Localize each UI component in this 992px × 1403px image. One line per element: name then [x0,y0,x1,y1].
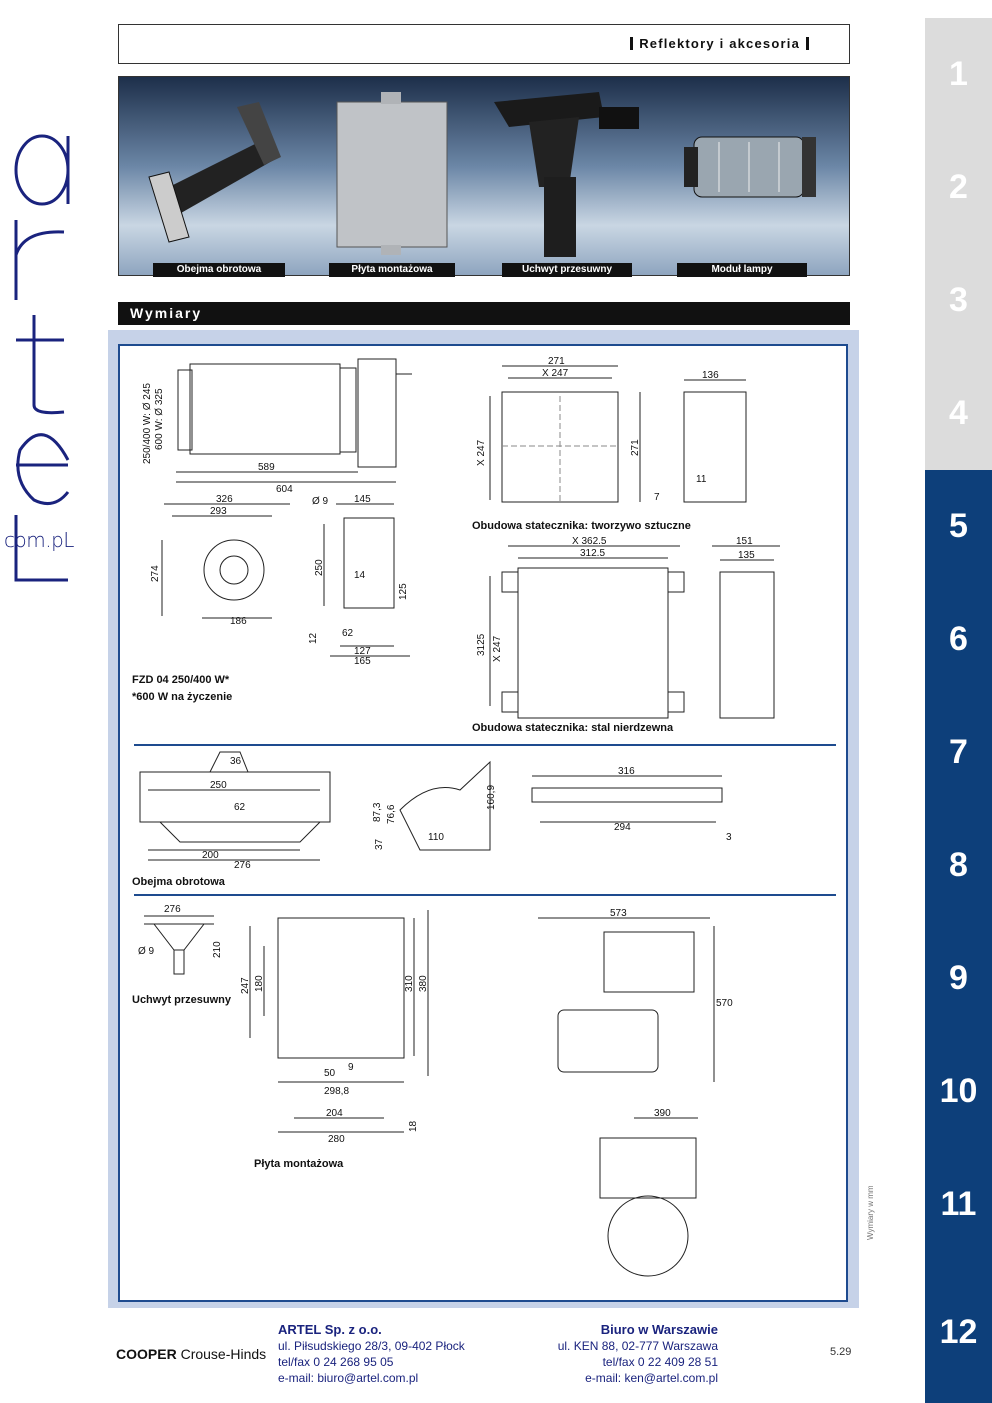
dim-14: 14 [354,570,366,581]
dim-m-573: 573 [610,908,627,919]
chapter-tab-10[interactable]: 10 [925,1035,992,1148]
dim-s1-151: 151 [736,536,753,547]
chapter-tab-2[interactable]: 2 [925,131,992,244]
dim-u-o9: Ø 9 [138,946,155,957]
footer-email2[interactable]: e-mail: ken@artel.com.pl [585,1371,718,1385]
dim-m-390: 390 [654,1108,671,1119]
chapter-tab-12[interactable]: 12 [925,1261,992,1403]
lamp-top-drawing [310,496,420,666]
dim-o-110: 110 [428,832,444,843]
chapter-tab-5[interactable]: 5 [925,470,992,583]
dim-o-37: 37 [374,838,385,850]
caption-obudowa-steel: Obudowa statecznika: stal nierdzewna [472,722,674,734]
dim-p1-271: 271 [548,356,565,367]
page-number: 5.29 [830,1346,852,1358]
modul-drawing [530,906,733,1296]
caption-fzd-note: *600 W na życzenie [132,691,233,703]
footer-addr1: ul. Piłsudskiego 28/3, 09-402 Płock [278,1339,465,1353]
cooper-crouse-hinds-logo [116,1346,266,1362]
dim-p1-v271: 271 [630,439,641,456]
dim-165: 165 [354,656,371,667]
dim-145: 145 [354,494,371,505]
dim-s1-135: 135 [738,550,755,561]
dim-o-3: 3 [726,832,732,843]
caption-obejma: Obejma obrotowa [132,876,225,888]
section-bar [118,302,850,325]
lamp-front-drawing [132,496,302,626]
dim-62: 62 [342,628,354,639]
dim-604: 604 [276,484,293,495]
dim-pl-18: 18 [408,1120,419,1132]
dim-s1-312: 312.5 [580,548,606,559]
dim-o-294: 294 [614,822,631,833]
units-note: Wymiary w mm [866,1185,875,1240]
plyta-drawing [240,906,454,1156]
chapter-tab-11[interactable]: 11 [925,1148,992,1261]
brand-domain: com.pL [4,528,74,552]
footer-tel2: tel/fax 0 22 409 28 51 [602,1355,718,1369]
dim-o9: Ø 9 [312,496,329,507]
uchwyt-drawing [130,902,230,972]
logo-bold: COOPER [116,1346,177,1362]
dim-pl-280: 280 [328,1134,345,1145]
caption-uchwyt: Uchwyt przesuwny [132,994,232,1006]
dim-p1-vx247: X 247 [476,439,487,466]
dim-125: 125 [398,583,409,600]
dim-s1-3125: 3125 [476,633,487,656]
dim-250-top: 250 [314,559,325,576]
caption-obudowa-plastic: Obudowa statecznika: tworzywo sztuczne [472,520,691,532]
chapter-tab-1[interactable]: 1 [925,18,992,131]
footer-company: ARTEL Sp. z o.o. [278,1322,382,1337]
dim-274: 274 [150,565,161,582]
footer-hq [278,1322,465,1386]
chapter-tab-6[interactable]: 6 [925,583,992,696]
dim-245: 250/400 W: Ø 245 [142,383,153,464]
dim-pl-310: 310 [404,975,415,992]
ballast-steel-drawing [472,536,792,726]
dim-12: 12 [308,632,319,644]
footer-warsaw [546,1322,718,1386]
dim-o-200: 200 [202,850,219,861]
hero-label-uchwyt: Uchwyt przesuwny [502,263,632,277]
header-title: Reflektory i akcesoria [624,36,815,51]
footer-addr2: ul. KEN 88, 02-777 Warszawa [557,1339,718,1353]
chapter-tab-9[interactable]: 9 [925,922,992,1035]
dim-pl-2988: 298,8 [324,1086,350,1097]
modul-lampy-photo [684,137,816,197]
section-title: Wymiary [130,305,203,321]
hero-label-obejma: Obejma obrotowa [153,263,285,277]
caption-fzd: FZD 04 250/400 W* [132,674,230,686]
divider-2 [134,894,836,896]
dim-p1-11: 11 [696,474,707,485]
caption-plyta: Płyta montażowa [254,1158,344,1170]
obejma-photo [149,102,281,242]
dim-293: 293 [210,506,227,517]
divider-1 [134,744,836,746]
dim-589: 589 [258,462,275,473]
dim-o-276: 276 [234,860,251,871]
chapter-tabs [925,0,992,1403]
product-photo-strip [118,76,850,276]
dim-186: 186 [230,616,247,627]
dim-o-250: 250 [210,780,227,791]
dim-o-1609: 160,9 [486,784,497,810]
dim-pl-9: 9 [348,1062,354,1073]
dim-o-316: 316 [618,766,635,777]
footer-office: Biuro w Warszawie [600,1322,718,1337]
dim-326: 326 [216,494,233,505]
plyta-photo [337,92,447,255]
chapter-tab-4[interactable]: 4 [925,357,992,470]
dim-pl-204: 204 [326,1108,343,1119]
dim-pl-247: 247 [240,977,251,994]
chapter-tab-3[interactable]: 3 [925,244,992,357]
logo-rest: Crouse-Hinds [176,1346,267,1362]
dim-u-276: 276 [164,904,181,915]
dim-pl-50: 50 [324,1068,336,1079]
uchwyt-photo [494,92,639,257]
ballast-plastic-drawing [472,356,762,526]
dim-o-766: 76,6 [386,804,397,824]
product-photos [119,77,851,277]
dim-m-570: 570 [716,998,733,1009]
artel-logo [4,60,74,530]
dim-127: 127 [354,646,371,657]
dim-p1-7: 7 [654,492,660,503]
dim-s1-x247: X 247 [492,635,503,662]
dim-s1-x362: X 362.5 [572,536,607,547]
dim-pl-180: 180 [254,975,265,992]
hero-label-plyta: Płyta montażowa [329,263,455,277]
obejma-drawings [130,750,730,872]
dimensions-panel [118,344,848,1302]
page-header [118,24,850,64]
dim-o-36: 36 [230,756,242,767]
dim-325: 600 W: Ø 325 [154,388,165,450]
footer-tel1: tel/fax 0 24 268 95 05 [278,1355,394,1369]
hero-label-modul: Moduł lampy [677,263,807,277]
dim-o-873: 87,3 [372,802,383,822]
dim-pl-380: 380 [418,975,429,992]
footer-email1[interactable]: e-mail: biuro@artel.com.pl [278,1371,419,1385]
dim-p1-x247: X 247 [542,368,569,379]
dim-p1-136: 136 [702,370,719,381]
dim-o-62: 62 [234,802,246,813]
lamp-side-drawing [130,354,440,494]
chapter-tab-7[interactable]: 7 [925,696,992,809]
chapter-tab-8[interactable]: 8 [925,809,992,922]
dim-u-210: 210 [212,941,223,958]
